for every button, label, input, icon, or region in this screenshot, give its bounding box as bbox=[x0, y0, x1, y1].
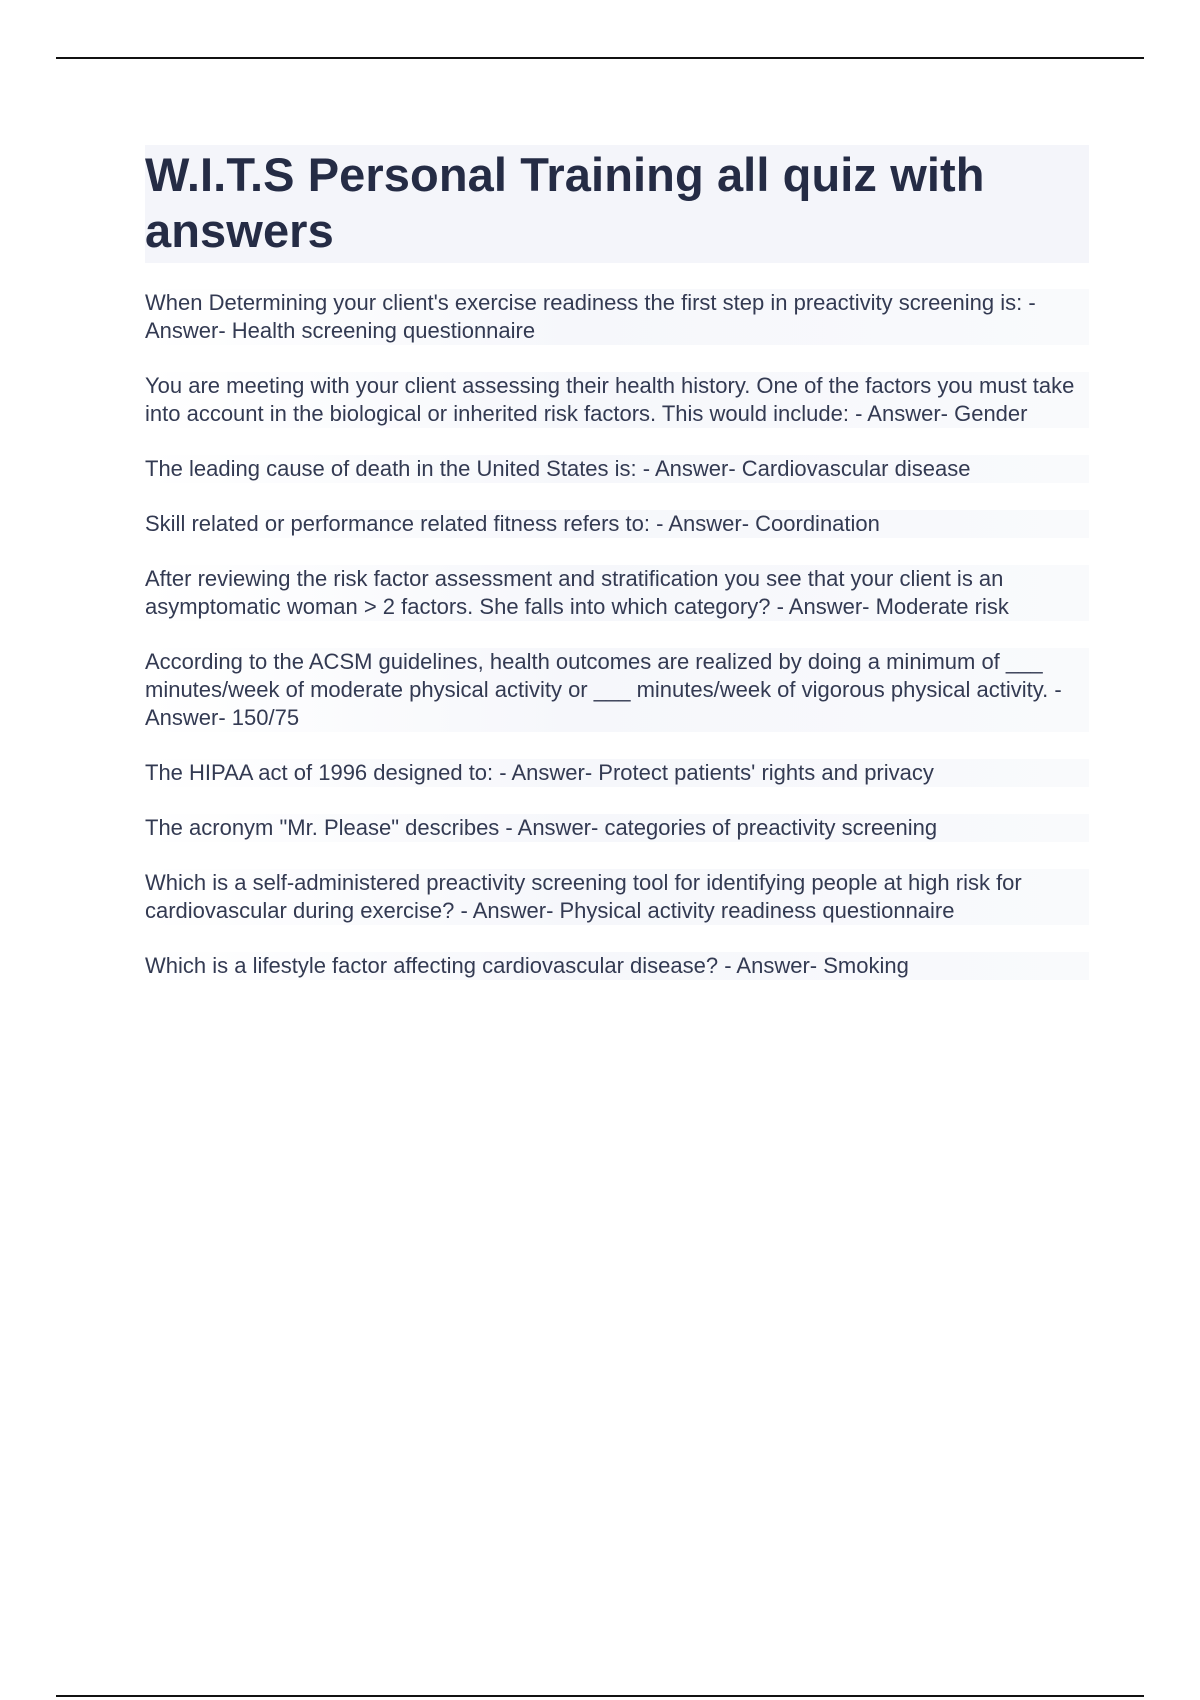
qa-item: After reviewing the risk factor assessment and stratification you see that your client is an asymptomatic woman > 2 factors. She falls into which category? - Answer- Moderate risk bbox=[145, 565, 1089, 621]
qa-item: Skill related or performance related fitness refers to: - Answer- Coordination bbox=[145, 510, 1089, 538]
qa-item: Which is a self-administered preactivity screening tool for identifying people at high risk for cardiovascular during exercise? - Answer- Physical activity readiness questionnaire bbox=[145, 869, 1089, 925]
title-box bbox=[145, 145, 1089, 263]
qa-item: Which is a lifestyle factor affecting cardiovascular disease? - Answer- Smoking bbox=[145, 952, 1089, 980]
bottom-rule bbox=[56, 1695, 1144, 1697]
document-title: W.I.T.S Personal Training all quiz with answers bbox=[145, 148, 985, 257]
qa-item: When Determining your client's exercise readiness the first step in preactivity screening is: - Answer- Health screening questionnaire bbox=[145, 289, 1089, 345]
qa-item: The HIPAA act of 1996 designed to: - Answer- Protect patients' rights and privacy bbox=[145, 759, 1089, 787]
top-rule bbox=[56, 57, 1144, 59]
qa-item: According to the ACSM guidelines, health outcomes are realized by doing a minimum of ___ minutes/week of moderate physical activity or ___ minutes/week of vigorous physical activity. - Answer- 150/75 bbox=[145, 648, 1089, 732]
document-body bbox=[145, 145, 1089, 1007]
qa-item: The acronym "Mr. Please" describes - Answer- categories of preactivity screening bbox=[145, 814, 1089, 842]
qa-item: The leading cause of death in the United States is: - Answer- Cardiovascular disease bbox=[145, 455, 1089, 483]
qa-item: You are meeting with your client assessing their health history. One of the factors you must take into account in the biological or inherited risk factors. This would include: - Answer- Gender bbox=[145, 372, 1089, 428]
